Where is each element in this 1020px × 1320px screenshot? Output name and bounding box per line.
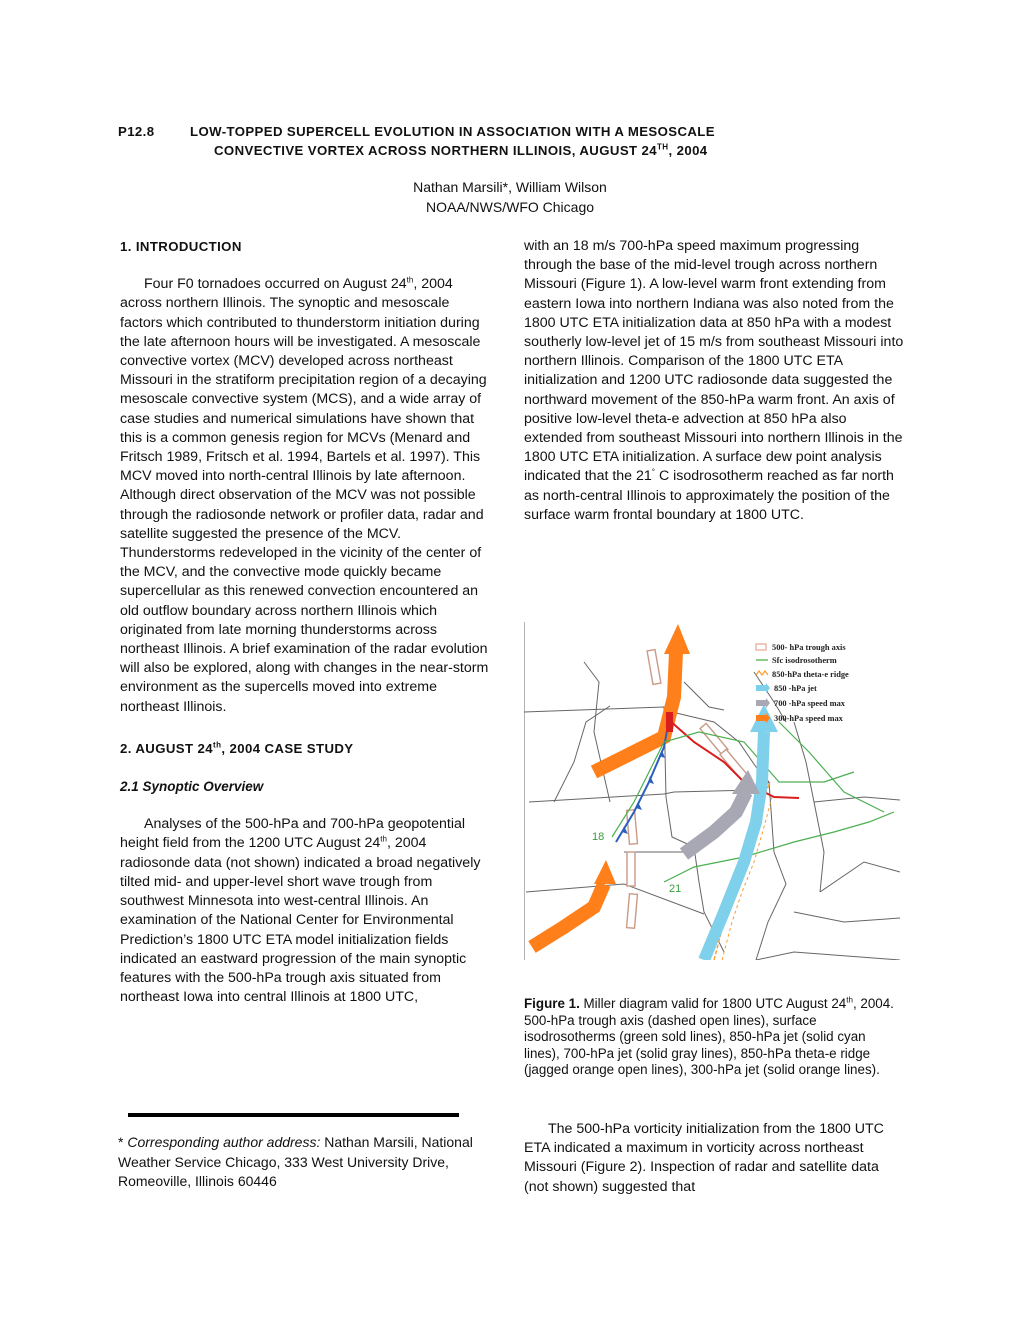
legend-swatch bbox=[756, 683, 770, 693]
affiliation: NOAA/NWS/WFO Chicago bbox=[425, 199, 595, 215]
footnote: * Corresponding author address: Nathan Marsili, National Weather Service Chicago, 333 West University Drive, Romeoville, Illinois 60446 bbox=[118, 1134, 473, 1189]
jet-700hpa bbox=[684, 792, 746, 854]
left-column bbox=[120, 237, 490, 1007]
title-line-2: CONVECTIVE VORTEX ACROSS NORTHERN ILLINOIS, AUGUST 24TH, 2004 bbox=[214, 142, 708, 158]
paper-number: P12.8 bbox=[118, 124, 155, 139]
legend-swatch bbox=[756, 671, 768, 675]
subsection-heading: 2.1 Synoptic Overview bbox=[120, 779, 264, 795]
paper-title bbox=[118, 122, 838, 160]
title-line-1: LOW-TOPPED SUPERCELL EVOLUTION IN ASSOCIATION WITH A MESOSCALE bbox=[190, 124, 715, 139]
caption-label: Figure 1. bbox=[524, 996, 580, 1011]
vorticity-paragraph: The 500-hPa vorticity initialization from the 1800 UTC ETA indicated a maximum in vorticity across northeast Missouri (Figure 2). Inspection of radar and satellite data (not shown) suggested that bbox=[524, 1121, 884, 1195]
figure-legend bbox=[756, 643, 849, 723]
figure-1-caption: Figure 1. Miller diagram valid for 1800 UTC August 24th, 2004. 500-hPa trough axis (dashed open lines), surface isodrosotherms (green sold lines), 850-hPa jet (solid cyan lines), 700-hPa jet (solid gray lines), 850-hPa theta-e ridge (jagged orange open lines), 300-hPa jet (solid orange lines). bbox=[524, 995, 894, 1078]
isodrosotherm-label: 18 bbox=[592, 831, 605, 843]
figure-1-map bbox=[524, 622, 900, 960]
legend-label: 300-hPa speed max bbox=[774, 714, 843, 723]
legend-swatch bbox=[756, 644, 766, 650]
authors: Nathan Marsili*, William Wilson bbox=[413, 179, 607, 195]
legend-label: 850-hPa theta-e ridge bbox=[772, 670, 849, 679]
right-column-bottom bbox=[524, 1120, 904, 1197]
isodrosotherm-label: 21 bbox=[669, 883, 682, 895]
section-1-heading: 1. INTRODUCTION bbox=[120, 239, 242, 254]
continued-paragraph: with an 18 m/s 700-hPa speed maximum progressing through the base of the mid-level trough across northern Missouri (Figure 1). A low-level warm front extending from eastern Iowa into northern Indiana was also noted from the 1800 UTC ETA initialization data at 850 hPa with a modest southerly low-level jet of 15 m/s from southeast Missouri into northern Illinois. Comparison of the 1800 UTC ETA initialization and 1200 UTC radiosonde data suggested the northward movement of the 850-hPa warm front. An axis of positive low-level theta-e advection at 850 hPa also extended from southeast Missouri into northern Illinois in the 1800 UTC ETA initialization. A surface dew point analysis indicated that the 21° C isodrosotherm reached as far north as north-central Illinois to approximately the position of the surface warm frontal boundary at 1800 UTC. bbox=[524, 238, 904, 523]
synoptic-paragraph: Analyses of the 500-hPa and 700-hPa geopotential height field from the 1200 UTC August 24th, 2004 radiosonde data (not shown) indicated a broad negatively tilted mid- and upper-level short wave trough from southwest Minnesota into west-central Illinois. An examination of the National Center for Environmental Prediction’s 1800 UTC ETA model initialization fields indicated an eastward progression of the main synoptic features with the 500-hPa trough axis situated from northeast Iowa into central Illinois at 1800 UTC, bbox=[120, 816, 481, 1006]
section-2-heading: 2. AUGUST 24th, 2004 CASE STUDY bbox=[120, 740, 354, 756]
footnote-label: Corresponding author address: bbox=[127, 1134, 321, 1150]
low-marker bbox=[666, 712, 673, 732]
legend-label: Sfc isodrosotherm bbox=[772, 656, 837, 665]
jet-300hpa bbox=[532, 624, 690, 947]
intro-paragraph: Four F0 tornadoes occurred on August 24th, 2004 across northern Illinois. The synoptic and mesoscale factors which contributed to thunderstorm initiation during the late afternoon hours will be investigated. A mesoscale convective vortex (MCV) developed across northeast Missouri in the stratiform precipitation region of a decaying mesoscale convective system (MCS), and a wide array of case studies and numerical simulations have shown that this is a common genesis region for MCVs (Menard and Fritsch 1989, Fritsch et al. 1994, Bartels et al. 1997). This MCV moved into north-central Illinois by late afternoon. Although direct observation of the MCV was not possible through the radiosonde network or profiler data, radar and satellite suggested the presence of the MCV. Thunderstorms redeveloped in the vicinity of the center of the MCV, and the convective mode quickly became supercellular as this renewed convection encountered an old outflow boundary across northern Illinois which originated from late morning thunderstorms across northeast Illinois. A brief examination of the radar evolution will also be explored, along with changes in the near-storm environment as the supercells moved into extreme northeast Illinois. bbox=[120, 275, 489, 715]
legend-label: 850 -hPa jet bbox=[774, 684, 817, 693]
legend-label: 500- hPa trough axis bbox=[772, 643, 846, 652]
footnote-rule bbox=[128, 1113, 459, 1117]
miller-diagram bbox=[524, 622, 900, 960]
right-column-top bbox=[524, 237, 904, 525]
legend-label: 700 -hPa speed max bbox=[774, 699, 845, 708]
